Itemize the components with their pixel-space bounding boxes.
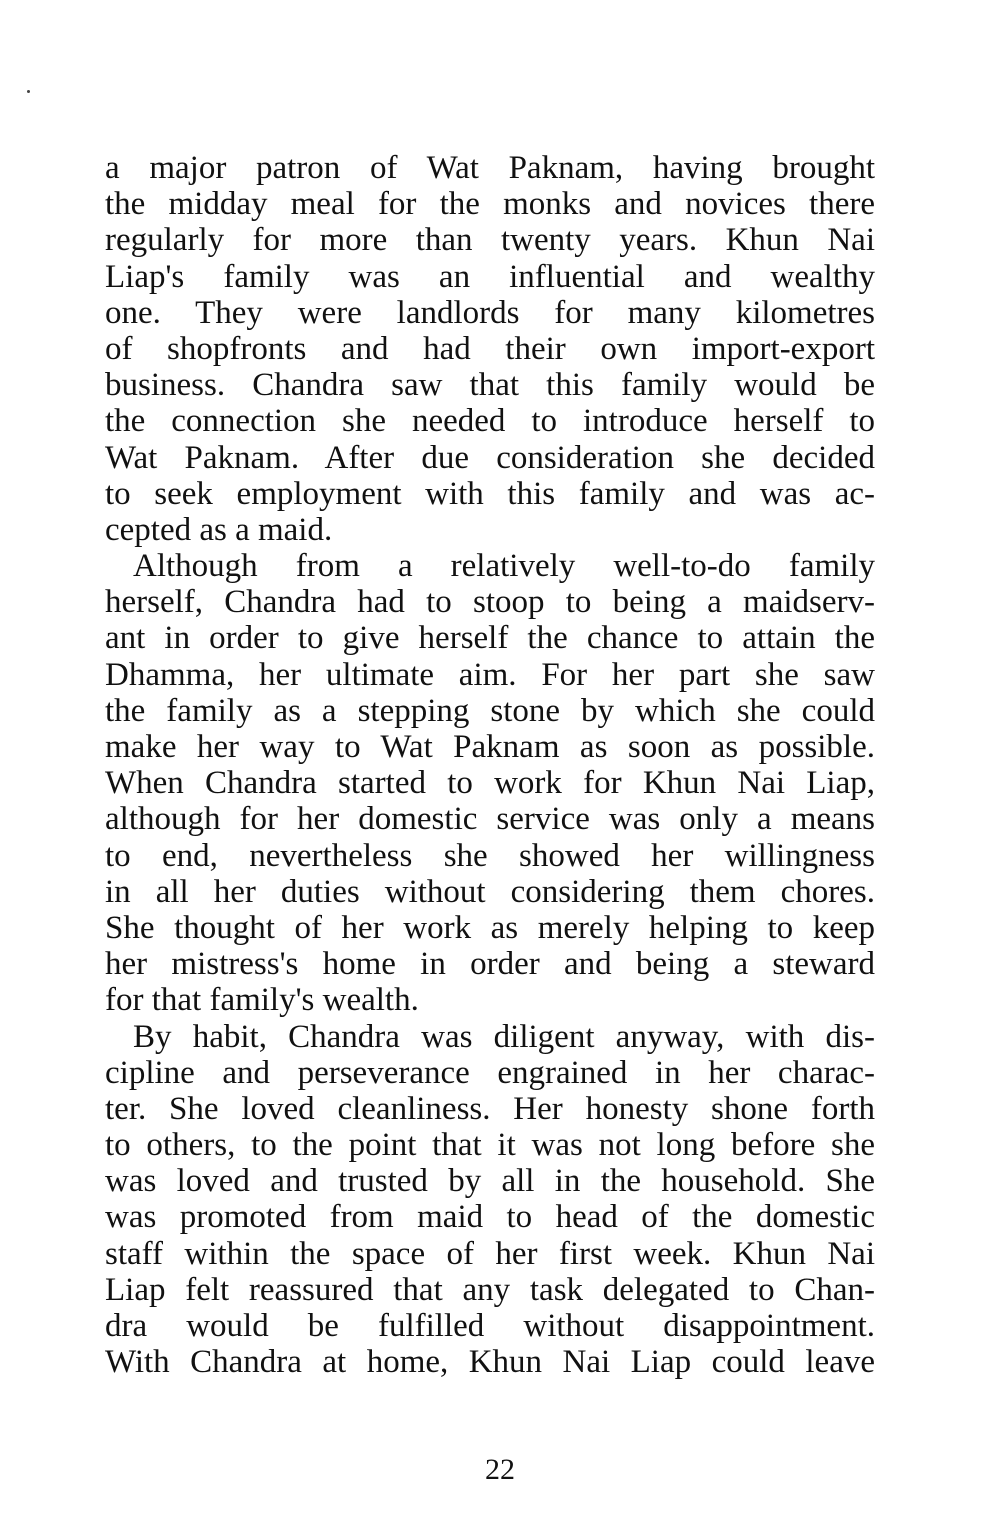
text-line: Although from a relatively well-to-do family	[133, 548, 875, 585]
text-line: cipline and perseverance engrained in her charac-	[105, 1054, 875, 1091]
body-text	[105, 150, 875, 1380]
text-line: was loved and trusted by all in the household. She	[105, 1163, 875, 1200]
text-line: herself, Chandra had to stoop to being a maidserv-	[105, 584, 875, 621]
text-line: to others, to the point that it was not long before she	[105, 1127, 875, 1164]
page-number: 22	[485, 1453, 515, 1486]
text-line: ant in order to give herself the chance to attain the	[105, 620, 875, 657]
text-line: in all her duties without considering them chores.	[105, 873, 875, 910]
text-line: dra would be fulfilled without disappointment.	[105, 1308, 875, 1344]
text-line: although for her domestic service was only a means	[105, 801, 875, 838]
text-line: one. They were landlords for many kilometres	[105, 294, 875, 331]
text-line: for that family's wealth.	[105, 982, 419, 1019]
text-line: the family as a stepping stone by which she could	[105, 692, 875, 729]
text-line: the connection she needed to introduce herself to	[105, 403, 875, 440]
text-line: business. Chandra saw that this family would be	[105, 367, 875, 404]
text-line: was promoted from maid to head of the domestic	[105, 1199, 875, 1236]
text-line: Dhamma, her ultimate aim. For her part she saw	[105, 656, 875, 693]
text-line: With Chandra at home, Khun Nai Liap could leave	[105, 1344, 875, 1381]
text-line: By habit, Chandra was diligent anyway, with dis-	[133, 1018, 875, 1055]
text-line: her mistress's home in order and being a steward	[105, 946, 875, 983]
text-line: She thought of her work as merely helping to keep	[105, 909, 875, 946]
text-line: Liap felt reassured that any task delegated to Chan-	[105, 1271, 875, 1308]
text-line: regularly for more than twenty years. Khun Nai	[105, 222, 875, 259]
text-line: Wat Paknam. After due consideration she decided	[105, 439, 875, 476]
text-line: a major patron of Wat Paknam, having brought	[105, 150, 875, 186]
text-line: to seek employment with this family and was ac-	[105, 475, 875, 512]
text-line: of shopfronts and had their own import-export	[105, 330, 875, 367]
text-line: cepted as a maid.	[105, 511, 333, 548]
text-line: When Chandra started to work for Khun Nai Liap,	[105, 765, 875, 802]
text-line: the midday meal for the monks and novices there	[105, 186, 875, 223]
text-line: make her way to Wat Paknam as soon as possible.	[105, 729, 875, 765]
ink-speck	[27, 90, 30, 93]
text-line: Liap's family was an influential and wealthy	[105, 258, 875, 295]
text-line: staff within the space of her first week. Khun Nai	[105, 1235, 875, 1272]
text-line: ter. She loved cleanliness. Her honesty shone forth	[105, 1090, 875, 1127]
text-line: to end, nevertheless she showed her willingness	[105, 837, 875, 874]
